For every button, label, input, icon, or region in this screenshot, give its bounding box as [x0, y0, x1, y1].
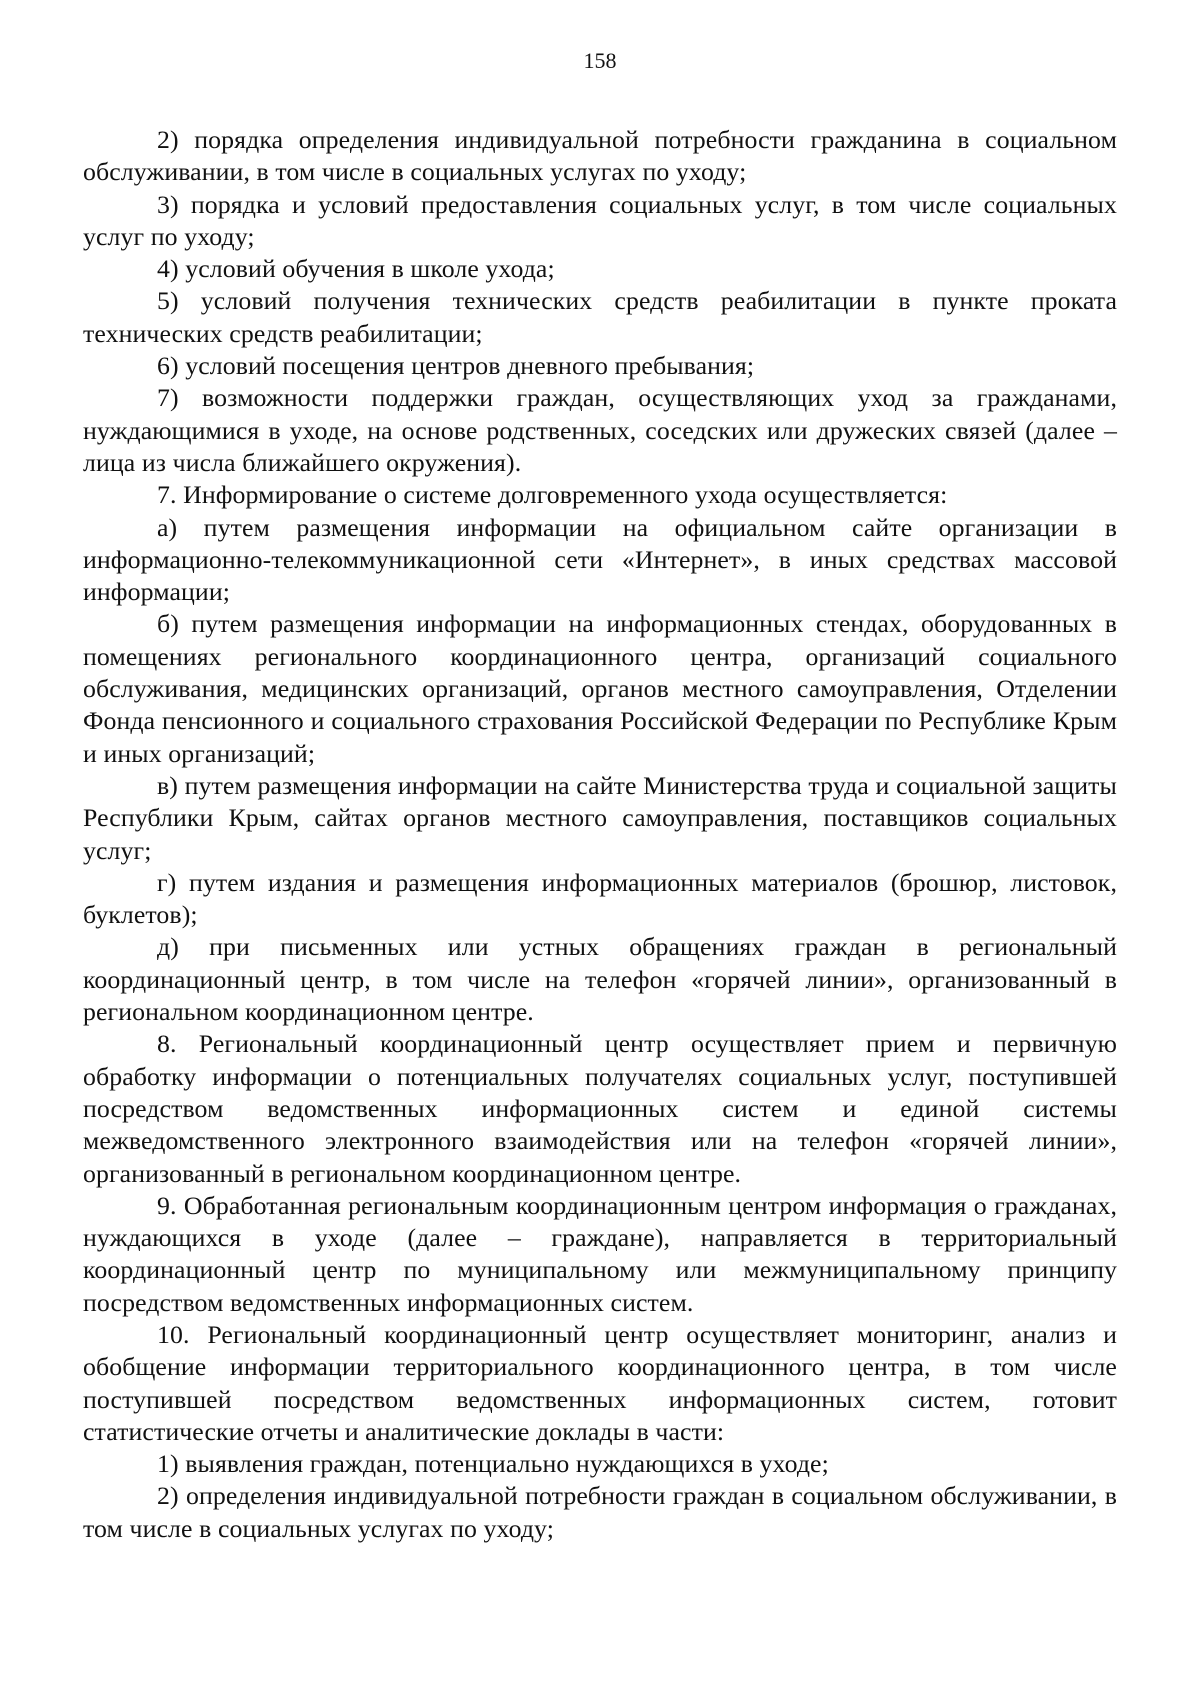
paragraph-section-7: 7. Информирование о системе долговременного ухода осуществляется:	[157, 480, 948, 510]
document-body	[83, 124, 1117, 1545]
page-number: 158	[583, 48, 617, 73]
paragraph-item-7-caregiver-support: 7) возможности поддержки граждан, осуществляющих уход за гражданами, нуждающимися в уходе, на основе родственных, соседских или дружеских связей (далее – лица из числа ближайшего окружения).	[83, 383, 1117, 477]
paragraph-item-6-day-centers: 6) условий посещения центров дневного пребывания;	[157, 351, 755, 381]
paragraph-item-2-individual-need: 2) определения индивидуальной потребности граждан в социальном обслуживании, в том числе в социальных услугах по уходу;	[83, 1481, 1117, 1543]
paragraph-item-5-rehab-equipment: 5) условий получения технических средств реабилитации в пункте проката технических средств реабилитации;	[83, 286, 1117, 348]
paragraph-item-b-stands: б) путем размещения информации на информационных стендах, оборудованных в помещениях регионального координационного центра, организаций социального обслуживания, медицинских организаций, органов местного самоуправления, Отделении Фонда пенсионного и социального страхования Российской Федерации по Республике Крым и иных организаций;	[83, 609, 1117, 768]
paragraph-section-9: 9. Обработанная региональным координационным центром информация о гражданах, нуждающихся в уходе (далее – граждане), направляется в территориальный координационный центр по муниципальному или межмуниципальному принципу посредством ведомственных информационных систем.	[83, 1190, 1117, 1317]
paragraph-item-v-ministry-site: в) путем размещения информации на сайте Министерства труда и социальной защиты Республики Крым, сайтах органов местного самоуправления, поставщиков социальных услуг;	[83, 770, 1117, 865]
paragraph-section-10: 10. Региональный координационный центр осуществляет мониторинг, анализ и обобщение информации территориального координационного центра, в том числе поступившей посредством ведомственных информационных систем, готовит статистические отчеты и аналитические доклады в части:	[83, 1319, 1117, 1446]
paragraph-item-a-website: а) путем размещения информации на официальном сайте организации в информационно-телекоммуникационной сети «Интернет», в иных средствах массовой информации;	[83, 512, 1117, 607]
paragraph-item-1-identification: 1) выявления граждан, потенциально нуждающихся в уходе;	[157, 1449, 829, 1479]
paragraph-item-2-assessment-order: 2) порядка определения индивидуальной потребности гражданина в социальном обслуживании, в том числе в социальных услугах по уходу;	[83, 125, 1117, 187]
paragraph-item-3-services-order: 3) порядка и условий предоставления социальных услуг, в том числе социальных услуг по уходу;	[83, 189, 1117, 251]
paragraph-item-4-care-school: 4) условий обучения в школе ухода;	[157, 254, 555, 284]
paragraph-item-d-appeals: д) при письменных или устных обращениях граждан в региональный координационный центр, в том числе на телефон «горячей линии», организованный в региональном координационном центре.	[83, 932, 1117, 1027]
paragraph-item-g-materials: г) путем издания и размещения информационных материалов (брошюр, листовок, буклетов);	[83, 867, 1117, 930]
paragraph-section-8: 8. Региональный координационный центр осуществляет прием и первичную обработку информации о потенциальных получателях социальных услуг, поступившей посредством ведомственных информационных систем и единой системы межведомственного электронного взаимодействия или на телефон «горячей линии», организованный в региональном координационном центре.	[83, 1029, 1117, 1188]
